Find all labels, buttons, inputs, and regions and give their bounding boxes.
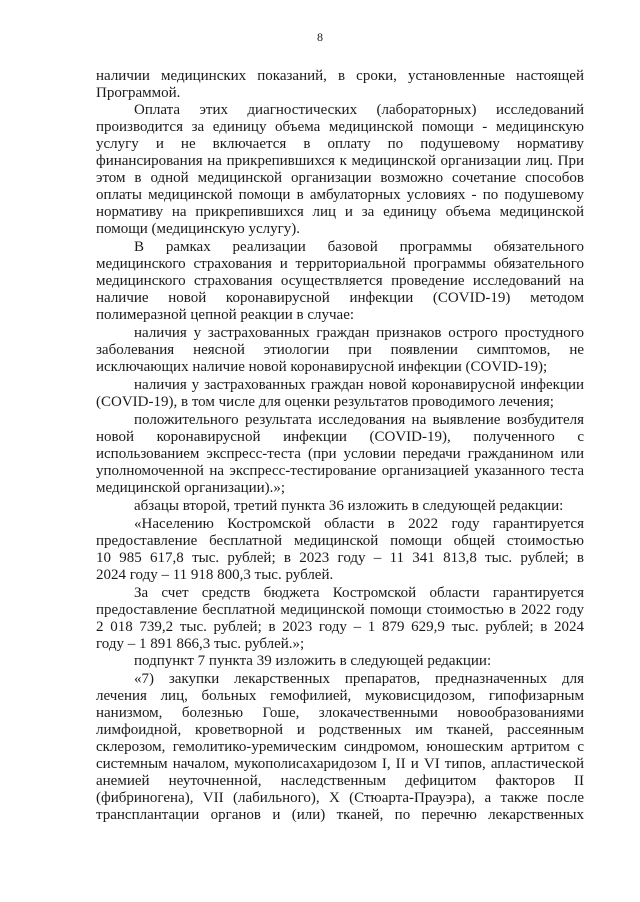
text-line: предоставление бесплатной медицинской помощи стоимостью в 2022 году (96, 602, 584, 618)
text-line: медицинского страхования осуществляется проведение исследований на (96, 273, 584, 289)
text-line: полимеразной цепной реакции в случае: (96, 307, 355, 323)
text-line: заболевания неясной этиологии при появлении симптомов, не (96, 342, 584, 358)
text-line: склерозом, гемолитико-уремическим синдромом, юношеским артритом с (96, 739, 584, 755)
text-line: производится за единицу объема медицинской помощи - медицинскую (96, 119, 584, 135)
text-line: использованием экспресс-теста (при условии передачи гражданином или (96, 446, 584, 462)
text-line: (COVID-19), в том числе для оценки результатов проводимого лечения; (96, 394, 554, 410)
text-line: системным началом, мукополисахаридозом I, II и VI типов, апластической (96, 756, 584, 772)
text-line: предоставление бесплатной медицинской помощи общей стоимостью (96, 533, 584, 549)
text-line: медицинского страхования и территориальной программы обязательного (96, 256, 584, 272)
page-number: 8 (317, 30, 323, 44)
text-line: абзацы второй, третий пункта 36 изложить в следующей редакции: (134, 498, 564, 514)
text-line: услугу и не включается в оплату по подушевому нормативу (96, 136, 584, 152)
text-line: наличие новой коронавирусной инфекции (COVID-19) методом (96, 290, 584, 306)
text-line: наличия у застрахованных граждан новой коронавирусной инфекции (134, 377, 584, 393)
text-line: наличии медицинских показаний, в сроки, установленные настоящей (96, 68, 584, 84)
text-line: «Населению Костромской области в 2022 году гарантируется (134, 516, 584, 532)
text-line: (фибриногена), VII (лабильного), X (Стюарта-Прауэра), а также после (96, 790, 584, 806)
text-line: помощи (медицинскую услугу). (96, 221, 300, 237)
text-line: За счет средств бюджета Костромской области гарантируется (134, 585, 584, 601)
text-line: лечения лиц, больных гемофилией, муковисцидозом, гипофизарным (96, 688, 584, 704)
text-line: нанизмом, болезнью Гоше, злокачественными новообразованиями (96, 705, 584, 721)
text-line: исключающих наличие новой коронавирусной инфекции (COVID-19); (96, 359, 548, 375)
text-line: уполномоченной на экспресс-тестирование организацией указанного теста (96, 463, 584, 479)
text-line: 10 985 617,8 тыс. рублей; в 2023 году – 11 341 813,8 тыс. рублей; в (96, 550, 584, 566)
text-line: анемией неуточненной, наследственным дефицитом факторов II (96, 773, 584, 789)
text-line: Оплата этих диагностических (лабораторных) исследований (134, 102, 584, 118)
text-line: нормативу на прикрепившихся лиц и за единицу объема медицинской (96, 204, 584, 220)
text-line: «7) закупки лекарственных препаратов, предназначенных для (134, 671, 584, 687)
text-line: году – 1 891 866,3 тыс. рублей.»; (96, 636, 305, 652)
text-line: лимфоидной, кроветворной и родственных им тканей, рассеянным (96, 722, 584, 738)
text-line: наличия у застрахованных граждан признаков острого простудного (134, 325, 584, 341)
text-line: оплаты медицинской помощи в амбулаторных условиях - по подушевому (96, 187, 584, 203)
text-line: Программой. (96, 85, 181, 101)
text-line: финансирования на прикрепившихся к медицинской организации лиц. При (96, 153, 584, 169)
text-line: подпункт 7 пункта 39 изложить в следующей редакции: (134, 653, 492, 669)
text-line: 2024 году – 11 918 800,3 тыс. рублей. (96, 567, 334, 583)
text-line: новой коронавирусной инфекции (COVID-19), полученного с (96, 429, 584, 445)
text-line: 2 018 739,2 тыс. рублей; в 2023 году – 1 879 629,9 тыс. рублей; в 2024 (96, 619, 584, 635)
text-line: трансплантации органов и (или) тканей, по перечню лекарственных (96, 807, 584, 823)
text-line: положительного результата исследования на выявление возбудителя (134, 412, 584, 428)
text-line: этом в одной медицинской организации возможно сочетание способов (96, 170, 584, 186)
text-line: медицинской организации).»; (96, 480, 286, 496)
text-line: В рамках реализации базовой программы обязательного (134, 239, 584, 255)
